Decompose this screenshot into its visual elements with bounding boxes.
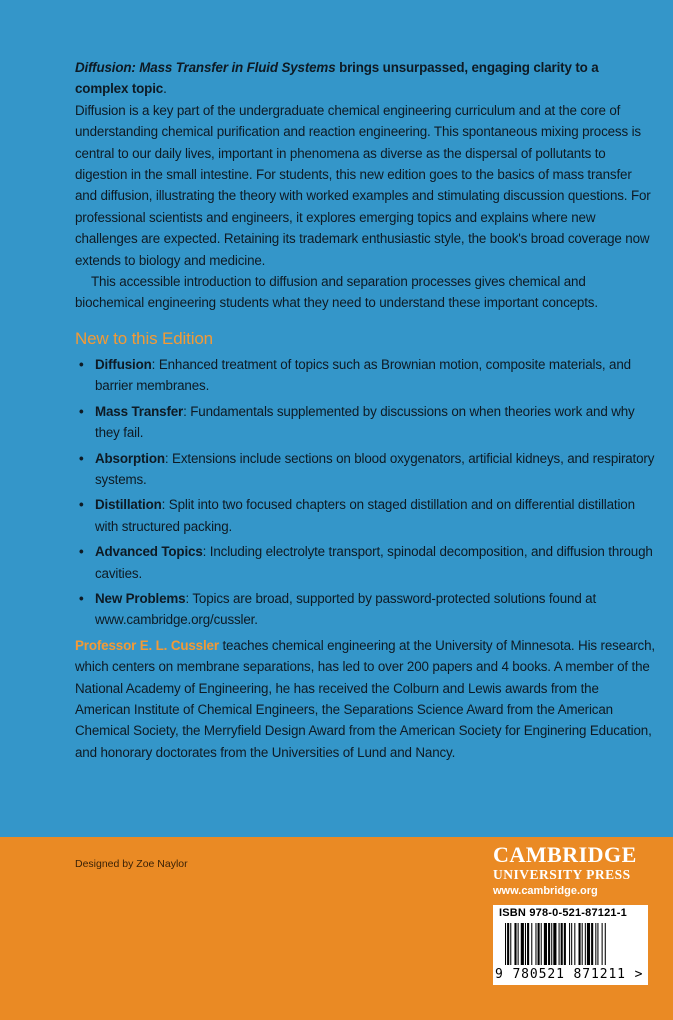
bullet-icon: • [79,356,84,372]
feature-term: Absorption [95,450,165,466]
barcode-bar [538,923,540,965]
barcode-bar [535,923,536,965]
barcode-bar [595,923,596,965]
barcode-bar [559,923,560,965]
book-title: Diffusion: Mass Transfer in Fluid Systems [75,60,336,75]
feature-term: Distillation [95,497,162,513]
barcode-icon [493,923,648,967]
list-item [75,494,655,537]
author-bio-text: teaches chemical engineering at the University of Minnesota. His research, which centers on membrane separations, has led to over 200 papers and 4 books. A member of the National Academy of Engineering, he has received the Colburn and Lewis awards from the American Institute of Chemical Engineers, the Separations Science Award from the American Chemical Society, the Merryfield Design Award from the American Society for Enginering Education, and honorary doctorates from the Universities of Lund and Nancy. [75,637,655,760]
barcode-bar [591,923,593,965]
feature-term: New Problems [95,590,186,606]
feature-term: Mass Transfer [95,403,184,419]
barcode-bar [510,923,511,965]
publisher-subtitle: UNIVERSITY PRESS [493,867,631,882]
barcode-bar [507,923,509,965]
barcode-bar [551,923,552,965]
isbn-label: ISBN 978-0-521-87121-1 [499,907,627,919]
lead-rest: brings unsurpassed, engaging clarity to a complex topic [75,60,599,97]
feature-text: : Including electrolyte transport, spinodal decomposition, and diffusion through cavities. [95,544,653,581]
designer-credit: Designed by Zoe Naylor [75,858,188,870]
bullet-icon: • [79,403,84,419]
bullet-icon: • [79,590,84,606]
barcode-bar [571,923,572,965]
barcode-bar [527,923,529,965]
barcode-bar [531,923,532,965]
barcode-bar [587,923,590,965]
barcode-bar [514,923,516,965]
list-item [75,354,655,397]
barcode-bar [553,923,556,965]
publisher-logo [493,843,653,899]
barcode-bar [605,923,606,965]
new-edition-heading: New to this Edition [75,328,213,348]
description-paragraph-2: This accessible introduction to diffusion and separation processes gives chemical and biochemical engineering students what they need to understand these important concepts. [75,274,598,311]
feature-text: : Enhanced treatment of topics such as Brownian motion, composite materials, and barrier membranes. [95,356,631,394]
barcode-panel [493,905,648,985]
feature-text: : Extensions include sections on blood oxygenators, artificial kidneys, and respiratory systems. [95,450,655,487]
publisher-url: www.cambridge.org [493,885,598,897]
barcode-bar [541,923,542,965]
feature-term: Advanced Topics [95,544,203,560]
barcode-bar [574,923,575,965]
description-paragraph-1: Diffusion is a key part of the undergraduate chemical engineering curriculum and at the core of understanding chemical purification and reaction engineering. This spontaneous mixing process is central to our daily lives, important in phenomena as diverse as the dispersal of pollutants to digestion in the small intestine. For students, this new edition goes to the basics of mass transfer and diffusion, illustrating the theory with worked examples and stimulating discussion questions. For professional scientists and engineers, it explores emerging topics and explains where new challenges are expected. Retaining its trademark enthusiastic style, the book's broad coverage now extends to biology and medicine. [75,102,651,268]
bullet-icon: • [79,450,84,466]
barcode-bar [597,923,598,965]
new-edition-list [75,354,655,631]
feature-term: Diffusion [95,356,152,372]
cover-text [75,57,655,763]
lead-end: . [163,81,167,97]
list-item [75,541,655,584]
feature-text: : Split into two focused chapters on staged distillation and on differential distillation with structured packing. [95,497,635,534]
lead-sentence [75,57,655,100]
author-bio [75,635,655,763]
barcode-bar [518,923,519,965]
barcode-bar [525,923,526,965]
bullet-icon: • [79,497,84,513]
list-item [75,588,655,631]
barcode-bar [544,923,547,965]
author-name: Professor E. L. Cussler [75,637,219,653]
barcode-bar [521,923,524,965]
list-item [75,401,655,444]
feature-text: : Topics are broad, supported by password-protected solutions found at www.cambridge.org/cussler. [95,590,597,628]
barcode-bar [569,923,570,965]
barcode-bar [548,923,550,965]
publisher-name: CAMBRIDGE [493,842,637,867]
bullet-icon: • [79,544,84,560]
barcode-digits: 9 780521 871211 > [495,967,644,982]
list-item [75,448,655,491]
barcode-bar [602,923,603,965]
barcode-bar [505,923,506,965]
barcode-bar [582,923,583,965]
barcode-bar [585,923,586,965]
feature-text: : Fundamentals supplemented by discussions on when theories work and why they fail. [95,403,635,441]
barcode-bar [564,923,566,965]
barcode-bar [579,923,581,965]
barcode-bar [561,923,563,965]
